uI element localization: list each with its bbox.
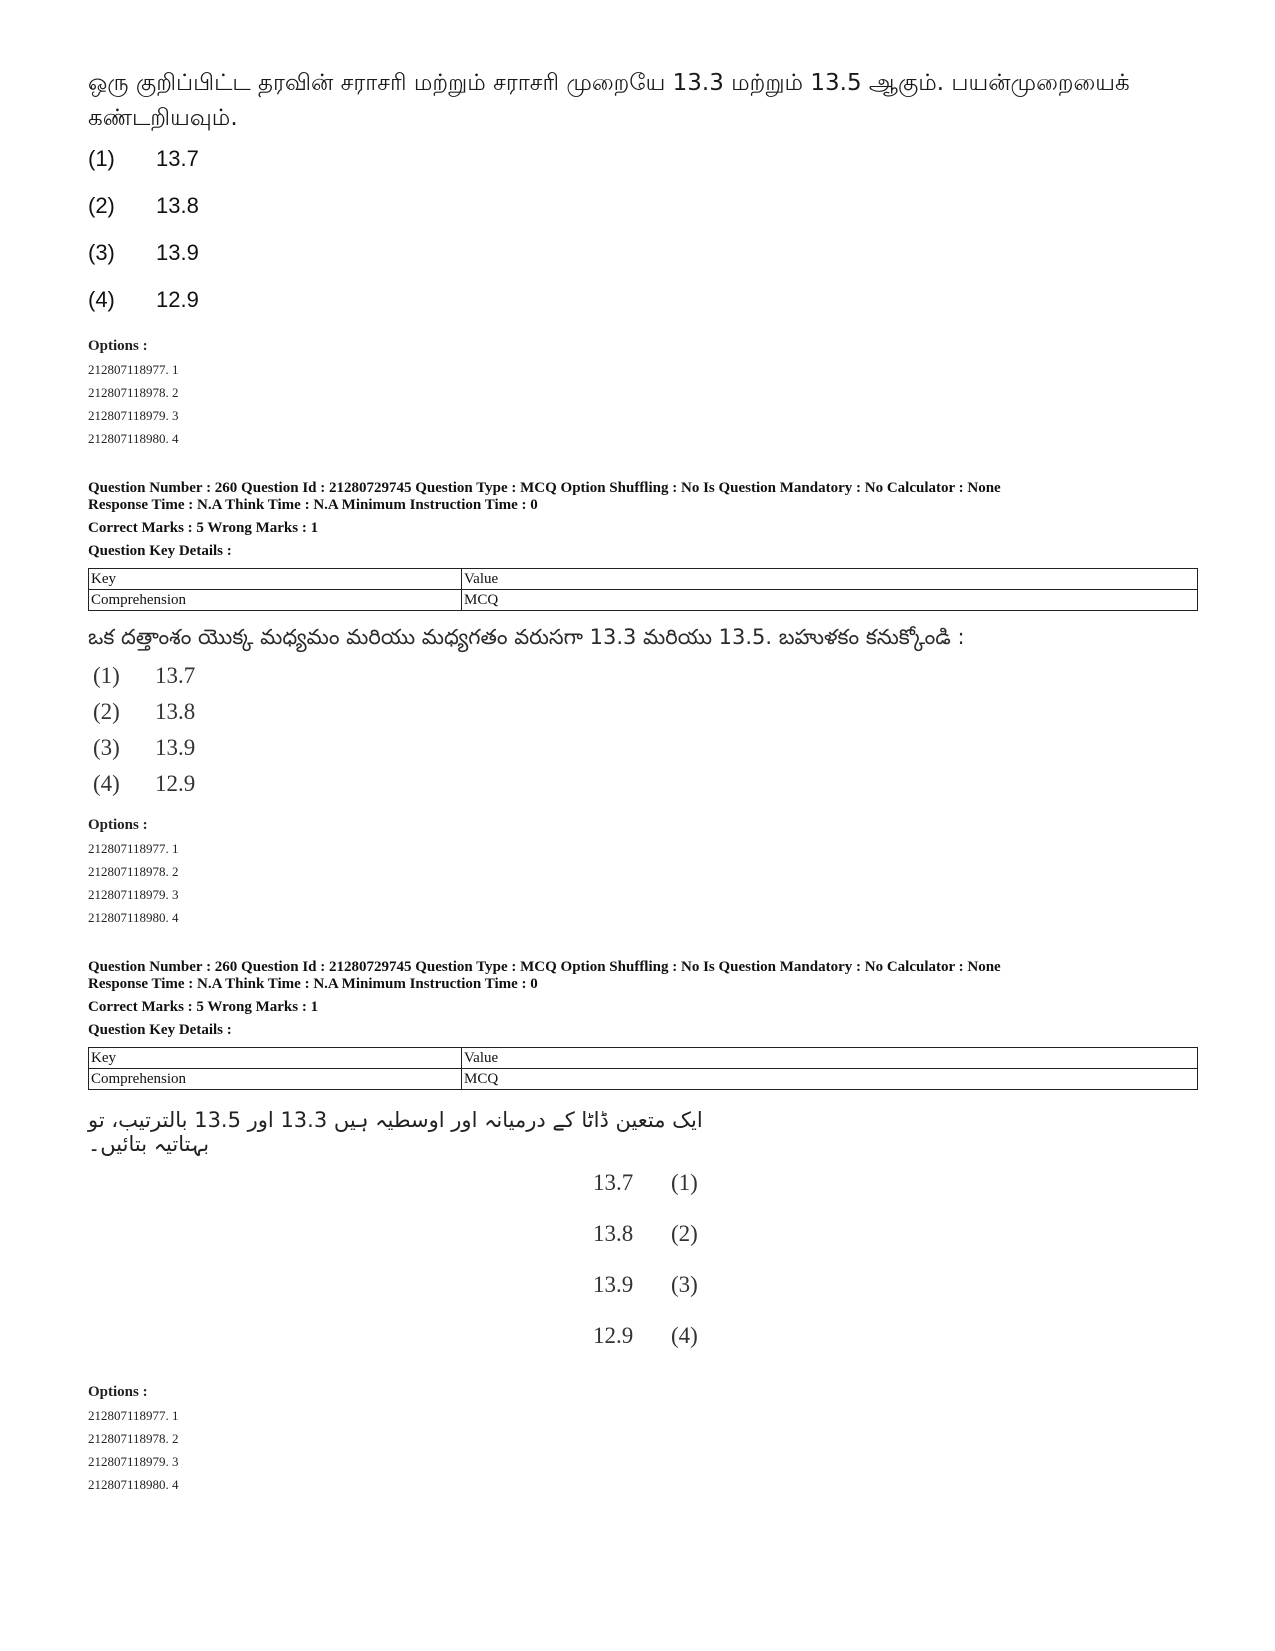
option-value: 12.9: [156, 287, 199, 312]
option-value: 13.8: [155, 699, 196, 724]
option-id: 212807118980. 4: [88, 1477, 179, 1492]
document-page: [88, 66, 1198, 1496]
answer-option: [593, 1323, 1198, 1374]
option-value: 12.9: [155, 771, 196, 796]
table-cell-key: Comprehension: [89, 1069, 462, 1090]
table-header-value: Value: [462, 1048, 1198, 1069]
answer-option: [593, 1272, 1198, 1323]
answer-option: [88, 193, 1198, 240]
option-value: 13.8: [156, 193, 199, 218]
answer-option: [88, 287, 1198, 334]
option-ids-block: [88, 1384, 1198, 1496]
option-id: 212807118977. 1: [88, 1408, 179, 1423]
answer-option: [593, 1221, 1198, 1272]
table-header-key: Key: [89, 1048, 462, 1069]
option-value: 13.7: [155, 663, 196, 688]
answer-option: [88, 699, 1198, 735]
option-id: 212807118979. 3: [88, 408, 179, 423]
option-number: (1): [93, 663, 120, 688]
marks-line: Correct Marks : 5 Wrong Marks : 1: [88, 999, 319, 1015]
option-value: 13.7: [593, 1170, 634, 1195]
question-timing-line: Response Time : N.A Think Time : N.A Minimum Instruction Time : 0: [88, 976, 538, 992]
answer-option: [88, 771, 1198, 807]
option-id: 212807118978. 2: [88, 385, 179, 400]
table-row: [89, 590, 1198, 611]
option-number: (1): [88, 146, 115, 171]
question-text-tamil: ஒரு குறிப்பிட்ட தரவின் சராசரி மற்றும் சராசரி முறையே 13.3 மற்றும் 13.5 ஆகும். பயன்முறையைக் கண்டறியவும்.: [88, 70, 1130, 131]
answer-option: [88, 146, 1198, 193]
table-header-value: Value: [462, 569, 1198, 590]
key-details-label: Question Key Details :: [88, 1022, 232, 1038]
option-id: 212807118977. 1: [88, 841, 179, 856]
option-number: (2): [671, 1221, 698, 1246]
option-value: 13.8: [593, 1221, 634, 1246]
option-number: (3): [671, 1272, 698, 1297]
option-id: 212807118980. 4: [88, 431, 179, 446]
option-number: (2): [93, 699, 120, 724]
option-id: 212807118978. 2: [88, 864, 179, 879]
option-value: 13.9: [593, 1272, 634, 1297]
option-number: (1): [671, 1170, 698, 1195]
options-header: Options :: [88, 338, 148, 354]
answer-options-urdu: [88, 1170, 1198, 1374]
marks-line: Correct Marks : 5 Wrong Marks : 1: [88, 520, 319, 536]
option-number: (3): [88, 240, 115, 265]
options-header: Options :: [88, 817, 148, 833]
question-meta-line: Question Number : 260 Question Id : 21280729745 Question Type : MCQ Option Shuffling : No Is Question Mandatory : No Calculator : None: [88, 959, 1001, 975]
option-value: 13.9: [156, 240, 199, 265]
option-id: 212807118979. 3: [88, 1454, 179, 1469]
answer-option: [88, 663, 1198, 699]
table-row: [89, 1069, 1198, 1090]
option-value: 12.9: [593, 1323, 634, 1348]
question-timing-line: Response Time : N.A Think Time : N.A Minimum Instruction Time : 0: [88, 497, 538, 513]
option-id: 212807118980. 4: [88, 910, 179, 925]
answer-options-tamil: [88, 146, 1198, 334]
table-cell-value: MCQ: [462, 590, 1198, 611]
question-text-telugu: ఒక దత్తాంశం యొక్క మధ్యమం మరియు మధ్యగతం వరుసగా 13.3 మరియు 13.5. బహుళకం కనుక్కోండి :: [88, 625, 965, 649]
option-id: 212807118977. 1: [88, 362, 179, 377]
option-number: (2): [88, 193, 115, 218]
option-value: 13.9: [155, 735, 196, 760]
option-number: (3): [93, 735, 120, 760]
question-text-urdu: ایک متعین ڈاٹا کے درمیانہ اور اوسطیہ ہیں 13.3 اور 13.5 بالترتیب، تو بہتاتیہ بتائیں۔: [88, 1108, 703, 1156]
option-ids-block: [88, 817, 1198, 929]
answer-options-telugu: [88, 663, 1198, 807]
option-id: 212807118978. 2: [88, 1431, 179, 1446]
table-header-row: [89, 569, 1198, 590]
table-cell-value: MCQ: [462, 1069, 1198, 1090]
key-value-table: [88, 1047, 1198, 1090]
option-number: (4): [88, 287, 115, 312]
option-number: (4): [671, 1323, 698, 1348]
option-number: (4): [93, 771, 120, 796]
question-meta-line: Question Number : 260 Question Id : 21280729745 Question Type : MCQ Option Shuffling : No Is Question Mandatory : No Calculator : None: [88, 480, 1001, 496]
answer-option: [88, 735, 1198, 771]
answer-option: [88, 240, 1198, 287]
table-header-key: Key: [89, 569, 462, 590]
key-value-table: [88, 568, 1198, 611]
option-id: 212807118979. 3: [88, 887, 179, 902]
answer-option: [593, 1170, 1198, 1221]
table-cell-key: Comprehension: [89, 590, 462, 611]
option-value: 13.7: [156, 146, 199, 171]
option-ids-block: [88, 338, 1198, 450]
table-header-row: [89, 1048, 1198, 1069]
options-header: Options :: [88, 1384, 148, 1400]
key-details-label: Question Key Details :: [88, 543, 232, 559]
